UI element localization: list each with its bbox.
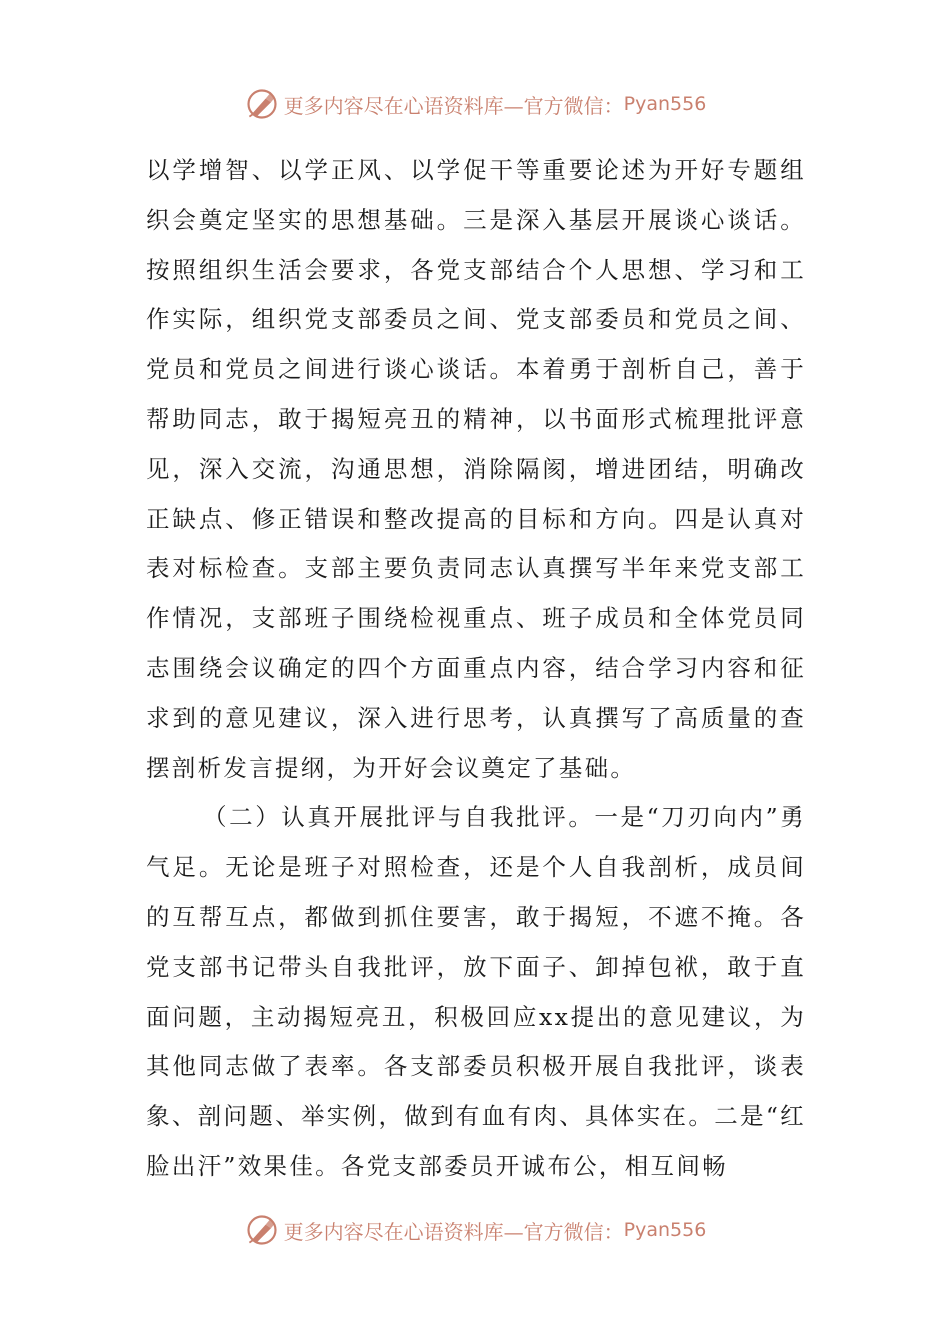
watermark-header	[0, 82, 950, 126]
paragraph: （二）认真开展批评与自我批评。一是“刀刃向内”勇气足。无论是班子对照检查，还是个人自我剖析，成员间的互帮互点，都做到抓住要害，敢于揭短，不遮不掩。各党支部书记带头自我批评，放下面子、卸掉包袱，敢于直面问题，主动揭短亮丑，积极回应xx提出的意见建议，为其他同志做了表率。各支部委员积极开展自我批评，谈表象、剖问题、举实例，做到有血有肉、具体实在。二是“红脸出汗”效果佳。各党支部委员开诚布公，相互间畅	[146, 803, 806, 1180]
document-body	[146, 146, 806, 1192]
watermark-text: 更多内容尽在心语资料库—官方微信：	[283, 93, 624, 118]
watermark-wechat-id: Pyan556	[623, 1219, 707, 1241]
watermark-wechat-id: Pyan556	[623, 93, 707, 115]
paragraph: 以学增智、以学正风、以学促干等重要论述为开好专题组织会奠定坚实的思想基础。三是深入基层开展谈心谈话。按照组织生活会要求，各党支部结合个人思想、学习和工作实际，组织党支部委员之间、党支部委员和党员之间、党员和党员之间进行谈心谈话。本着勇于剖析自己，善于帮助同志，敢于揭短亮丑的精神，以书面形式梳理批评意见，深入交流，沟通思想，消除隔阂，增进团结，明确改正缺点、修正错误和整改提高的目标和方向。四是认真对表对标检查。支部主要负责同志认真撰写半年来党支部工作情况，支部班子围绕检视重点、班子成员和全体党员同志围绕会议确定的四个方面重点内容，结合学习内容和征求到的意见建议，深入进行思考，认真撰写了高质量的查摆剖析发言提纲，为开好会议奠定了基础。	[146, 156, 806, 782]
pen-nib-logo-icon	[244, 1212, 280, 1248]
pen-nib-logo-icon	[244, 86, 280, 122]
watermark-footer	[0, 1208, 950, 1252]
watermark-text: 更多内容尽在心语资料库—官方微信：	[283, 1219, 624, 1244]
